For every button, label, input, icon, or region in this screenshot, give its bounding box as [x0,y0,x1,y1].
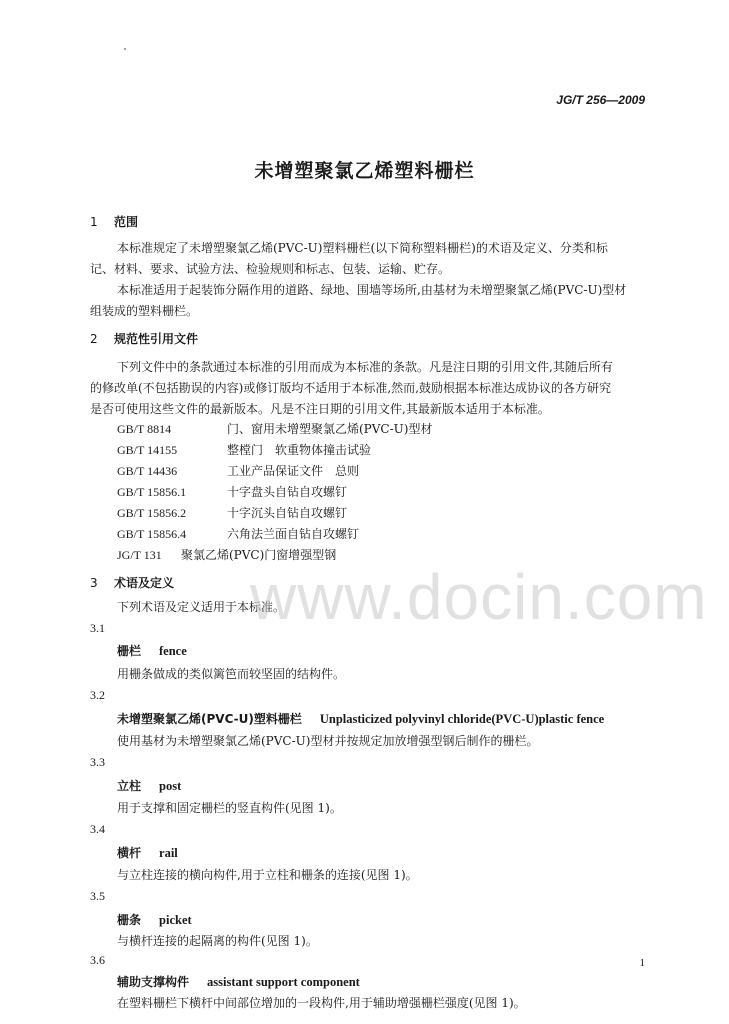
clause-number: 3.4 [90,822,105,836]
reference-code: GB/T 14155 [117,443,178,457]
clause-number: 3.2 [90,688,105,702]
reference-code: GB/T 15856.4 [117,527,187,541]
section-number: 3 [90,576,98,590]
term-en: assistant support component [207,975,360,989]
paragraph-line: 下列术语及定义适用于本标准。 [117,600,286,614]
reference-code: GB/T 8814 [117,422,172,436]
clause-number: 3.3 [90,755,105,769]
clause-number: 3.6 [90,953,105,967]
section-number: 2 [90,332,98,346]
term-definition: 在塑料栅栏下横杆中间部位增加的一段构件,用于辅助增强栅栏强度(见图 1)。 [117,996,526,1010]
term-zh: 辅助支撑构件 [117,975,190,989]
term-definition: 用栅条做成的类似篱笆而较坚固的结构件。 [117,667,346,681]
clause-number: 3.1 [90,621,105,635]
term-heading [117,973,360,990]
term-zh: 未增塑聚氯乙烯(PVC-U)塑料栅栏 [117,712,302,726]
paragraph-line: 下列文件中的条款通过本标准的引用而成为本标准的条款。凡是注日期的引用文件,其随后所有 [117,360,613,374]
paragraph-line: 是否可使用这些文件的最新版本。凡是不注日期的引用文件,其最新版本适用于本标准。 [90,402,550,416]
page-number: 1 [639,957,645,969]
term-en: fence [159,644,187,658]
section-number: 1 [90,215,98,229]
term-zh: 立柱 [117,779,142,793]
term-heading [117,710,604,727]
reference-item [117,483,347,500]
section-3-heading [90,574,174,591]
section-2-heading [90,330,198,347]
scan-speck [124,48,126,50]
section-title: 规范性引用文件 [114,332,199,346]
section-title: 术语及定义 [114,576,175,590]
document-title: 未增塑聚氯乙烯塑料栅栏 [254,160,475,182]
term-zh: 栅栏 [117,644,142,658]
reference-item [117,441,371,458]
reference-title: 十字盘头自钻自攻螺钉 [227,485,348,499]
term-heading [117,844,178,861]
reference-title: 六角法兰面自钻自攻螺钉 [227,527,360,541]
term-heading [117,777,181,794]
reference-item [117,462,359,479]
term-zh: 横杆 [117,846,142,860]
term-heading [117,642,187,659]
reference-item [117,504,347,521]
section-title: 范围 [114,215,139,229]
reference-title: 工业产品保证文件 总则 [227,464,360,478]
reference-item [117,525,359,542]
term-en: rail [159,846,178,860]
standard-number: JG/T 256—2009 [556,93,645,107]
term-definition: 使用基材为未增塑聚氯乙烯(PVC-U)型材并按规定加放增强型钢后制作的栅栏。 [117,734,539,748]
term-definition: 用于支撑和固定栅栏的竖直构件(见图 1)。 [117,801,342,815]
paragraph-line: 本标准适用于起装饰分隔作用的道路、绿地、围墙等场所,由基材为未增塑聚氯乙烯(PVC-U)型材 [117,283,627,297]
watermark-text: www.docin.com [250,561,708,633]
reference-item [117,420,432,437]
term-definition: 与立柱连接的横向构件,用于立柱和栅条的连接(见图 1)。 [117,868,418,882]
reference-code: JG/T 131 [117,548,162,562]
reference-title: 十字沉头自钻自攻螺钉 [227,506,348,520]
reference-code: GB/T 15856.1 [117,485,187,499]
reference-code: GB/T 15856.2 [117,506,187,520]
reference-title: 聚氯乙烯(PVC)门窗增强型钢 [181,548,337,562]
term-zh: 栅条 [117,913,142,927]
paragraph-line: 的修改单(不包括勘误的内容)或修订版均不适用于本标准,然而,鼓励根据本标准达成协议的各方研究 [90,381,611,395]
paragraph-line: 记、材料、要求、试验方法、检验规则和标志、包装、运输、贮存。 [90,262,451,276]
term-definition: 与横杆连接的起隔离的构件(见图 1)。 [117,934,318,948]
reference-title: 门、窗用未增塑聚氯乙烯(PVC-U)型材 [227,422,433,436]
term-heading [117,911,192,928]
clause-number: 3.5 [90,889,105,903]
term-en: picket [159,913,192,927]
paragraph-line: 本标准规定了未增塑聚氯乙烯(PVC-U)塑料栅栏(以下简称塑料栅栏)的术语及定义、分类和标 [117,241,608,255]
reference-title: 整樘门 软重物体撞击试验 [227,443,372,457]
term-en: post [159,779,182,793]
paragraph-line: 组装成的塑料栅栏。 [90,304,199,318]
reference-code: GB/T 14436 [117,464,178,478]
term-en: Unplasticized polyvinyl chloride(PVC-U)plastic fence [319,712,605,726]
section-1-heading [90,213,138,230]
